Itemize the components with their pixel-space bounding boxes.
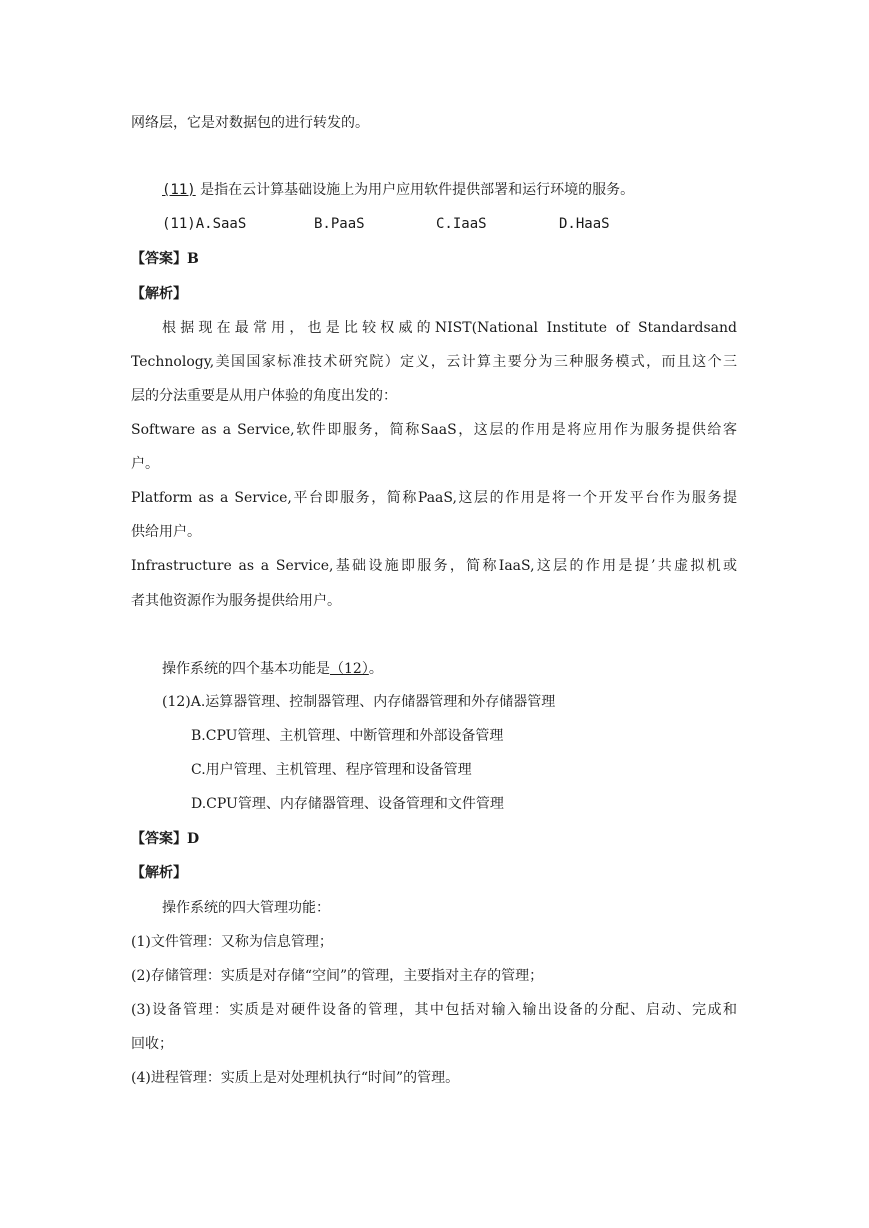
q12-analysis-line: (3)设备管理：实质是对硬件设备的管理，其中包括对输入输出设备的分配、启动、完成和: [131, 1002, 737, 1018]
q12-option-c: C.用户管理、主机管理、程序管理和设备管理: [191, 762, 472, 778]
question-12-blank: （12）: [330, 661, 369, 677]
q11-analysis-line: Software as a Service,软件即服务，简称SaaS，这层的作用是将应用作为服务提供给客: [131, 422, 737, 438]
q12-analysis-line: 操作系统的四大管理功能：: [162, 900, 330, 916]
question-12-stem: [162, 660, 383, 678]
q11-analysis-line: 供给用户。: [131, 524, 201, 540]
q11-answer: 【答案】B: [131, 251, 199, 267]
q12-option-d: D.CPU管理、内存储器管理、设备管理和文件管理: [191, 796, 504, 812]
q11-analysis-line: 户。: [131, 456, 159, 472]
question-12-end: 。: [368, 661, 383, 677]
q11-option-a: (11)A.SaaS: [162, 216, 247, 232]
q11-analysis-line: 者其他资源作为服务提供给用户。: [131, 593, 341, 609]
q11-analysis-line: 层的分法重要是从用户体验的角度出发的：: [131, 388, 397, 404]
q12-analysis-line: (2)存储管理：实质是对存储“空间”的管理，主要指对主存的管理；: [131, 968, 544, 984]
q11-option-b: B.PaaS: [314, 216, 365, 232]
q12-analysis-heading: 【解析】: [131, 865, 187, 881]
q12-option-a: (12)A.运算器管理、控制器管理、内存储器管理和外存储器管理: [162, 694, 556, 710]
q12-answer: 【答案】D: [131, 831, 200, 847]
q11-analysis-line: Technology,美国国家标准技术研究院）定义，云计算主要分为三种服务模式，而且这个三: [131, 354, 737, 370]
q12-option-b: B.CPU管理、主机管理、中断管理和外部设备管理: [191, 728, 504, 744]
question-12-text: 操作系统的四个基本功能是: [162, 661, 330, 677]
q12-analysis-line: (1)文件管理：又称为信息管理；: [131, 934, 333, 950]
q11-analysis-heading: 【解析】: [131, 286, 187, 302]
q11-analysis-line: Platform as a Service,平台即服务，简称PaaS,这层的作用是将一个开发平台作为服务提: [131, 490, 737, 506]
q11-analysis-line: Infrastructure as a Service,基础设施即服务，简称IaaS,这层的作用是提’共虚拟机或: [131, 558, 737, 574]
q11-option-c: C.IaaS: [436, 216, 487, 232]
question-11-text: 是指在云计算基础设施上为用户应用软件提供部署和运行环境的服务。: [195, 182, 635, 198]
question-11-stem: [162, 181, 634, 199]
q11-analysis-line: 根据现在最常用，也是比较权威的NIST(National Institute of Standardsand: [162, 320, 737, 336]
q11-option-d: D.HaaS: [559, 216, 610, 232]
intro-line: 网络层，它是对数据包的进行转发的。: [131, 115, 369, 131]
q12-analysis-line: 回收；: [131, 1036, 173, 1052]
question-11-blank: (11): [162, 182, 196, 198]
q12-analysis-line: (4)进程管理：实质上是对处理机执行“时间”的管理。: [131, 1070, 460, 1086]
